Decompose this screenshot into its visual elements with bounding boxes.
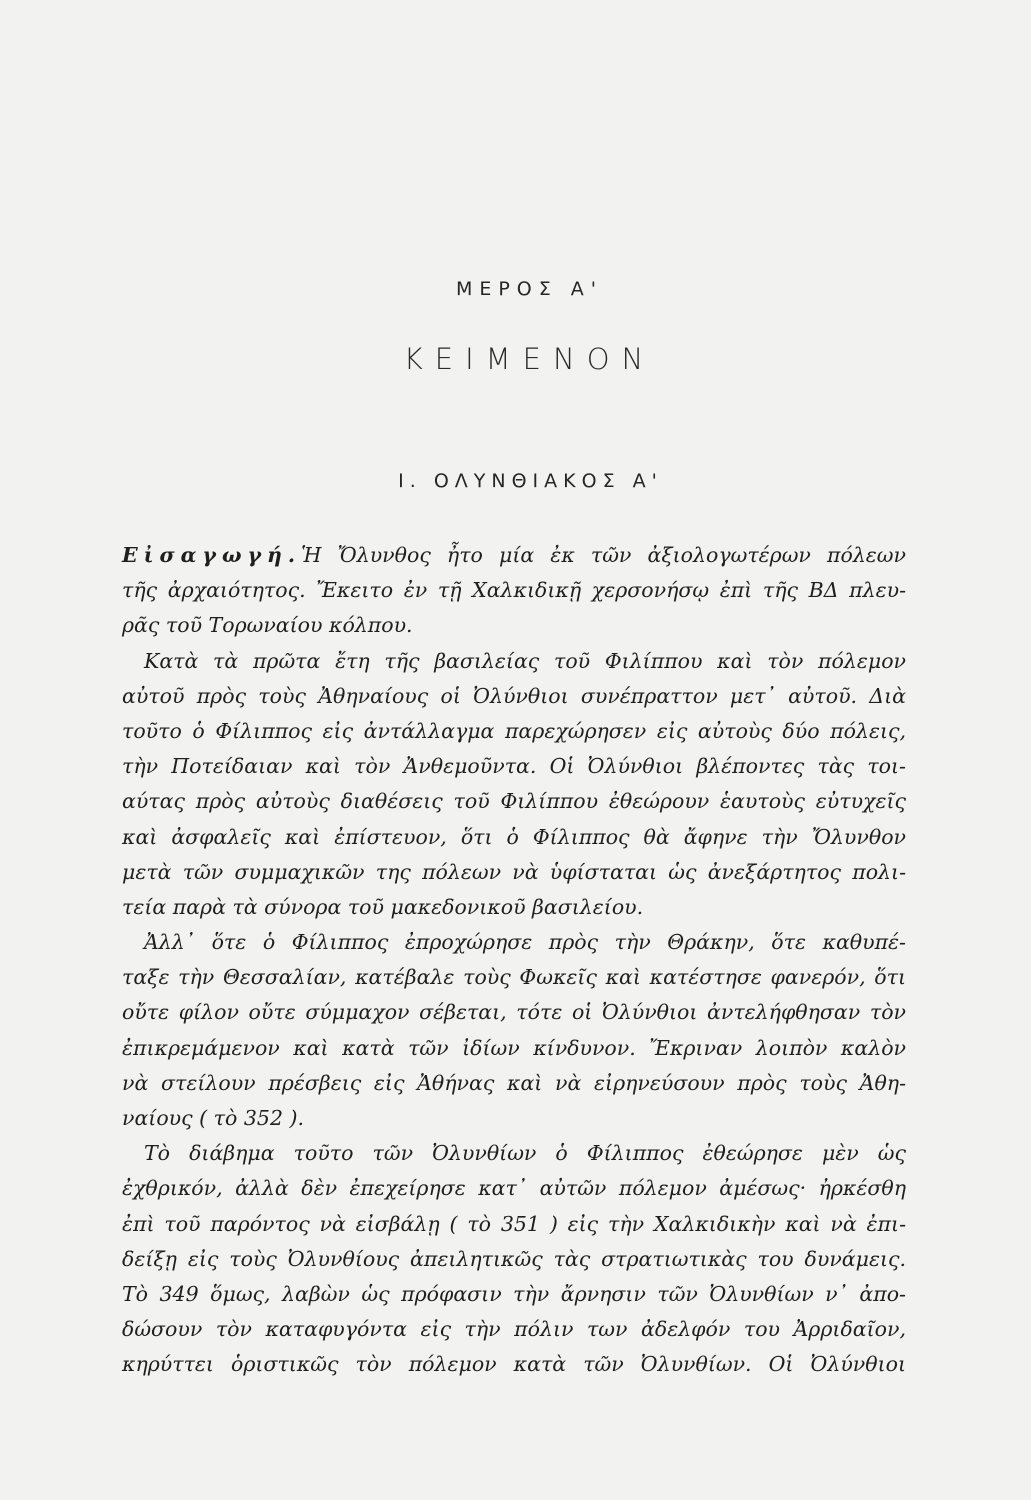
chapter-heading: Ι. ΟΛΥΝΘΙΑΚΟΣ Α' <box>398 470 663 492</box>
text-line: Εἰσαγωγή.Ἡ Ὄλυνθος ἦτο μία ἐκ τῶν ἀξιολογωτέρων πόλεων <box>122 543 906 567</box>
text-line: ἐπικρεμάμενον καὶ κατὰ τῶν ἰδίων κίνδυνον. Ἔκριναν λοιπὸν καλὸν <box>122 1035 906 1060</box>
text-line: ρᾶς τοῦ Τορωναίου κόλπου. <box>122 613 413 638</box>
text-line: δείξῃ εἰς τοὺς Ὀλυνθίους ἀπειλητικῶς τὰς στρατιωτικὰς του δυνάμεις. <box>122 1246 906 1271</box>
text-line: τῆς ἀρχαιότητος. Ἔκειτο ἐν τῇ Χαλκιδικῇ χερσονήσῳ ἐπὶ τῆς ΒΔ πλευ- <box>122 578 906 603</box>
part-heading: ΜΕΡΟΣ Α' <box>455 278 604 300</box>
text-line: αὐτοῦ πρὸς τοὺς Ἀθηναίους οἱ Ὀλύνθιοι συνέπραττον μετ᾽ αὐτοῦ. Διὰ <box>122 683 906 708</box>
text-line: τεία παρὰ τὰ σύνορα τοῦ μακεδονικοῦ βασιλείου. <box>122 894 644 919</box>
text-line: δώσουν τὸν καταφυγόντα εἰς τὴν πόλιν των ἀδελφόν του Ἀρριδαῖον, <box>122 1317 906 1342</box>
body-text <box>122 538 906 1383</box>
text-line: ναίους ( τὸ 352 ). <box>122 1106 305 1130</box>
text-line: ἐπὶ τοῦ παρόντος νὰ εἰσβάλῃ ( τὸ 351 ) εἰς τὴν Χαλκιδικὴν καὶ νὰ ἐπι- <box>122 1211 906 1236</box>
text-line: αύτας πρὸς αὐτοὺς διαθέσεις τοῦ Φιλίππου ἐθεώρουν ἑαυτοὺς εὐτυχεῖς <box>122 789 906 814</box>
text-line: Κατὰ τὰ πρῶτα ἔτη τῆς βασιλείας τοῦ Φιλίππου καὶ τὸν πόλεμον <box>144 648 906 673</box>
text-line: κηρύττει ὁριστικῶς τὸν πόλεμον κατὰ τῶν Ὀλυνθίων. Οἱ Ὀλύνθιοι <box>122 1352 906 1377</box>
text-line: μετὰ τῶν συμμαχικῶν της πόλεων νὰ ὑφίσταται ὡς ἀνεξάρτητος πολι- <box>122 859 906 884</box>
text-line: τὴν Ποτείδαιαν καὶ τὸν Ἀνθεμοῦντα. Οἱ Ὀλύνθιοι βλέποντες τὰς τοι- <box>122 754 906 779</box>
section-heading: ΚΕΙΜΕΝΟΝ <box>403 342 656 376</box>
text-line: Τὸ διάβημα τοῦτο τῶν Ὀλυνθίων ὁ Φίλιππος ἐθεώρησε μὲν ὡς <box>144 1141 906 1166</box>
lead-word: Εἰσαγωγή. <box>122 543 302 567</box>
text-line: νὰ στείλουν πρέσβεις εἰς Ἀθήνας καὶ νὰ εἰρηνεύσουν πρὸς τοὺς Ἀθη- <box>122 1070 906 1095</box>
text-line: ταξε τὴν Θεσσαλίαν, κατέβαλε τοὺς Φωκεῖς καὶ κατέστησε φανερόν, ὅτι <box>122 965 906 990</box>
text-line: τοῦτο ὁ Φίλιππος εἰς ἀντάλλαγμα παρεχώρησεν εἰς αὐτοὺς δύο πόλεις, <box>122 718 906 743</box>
text-line: Ἀλλ᾽ ὅτε ὁ Φίλιππος ἐπροχώρησε πρὸς τὴν Θράκην, ὅτε καθυπέ- <box>144 930 906 955</box>
text-line: ἐχθρικόν, ἀλλὰ δὲν ἐπεχείρησε κατ᾽ αὐτῶν πόλεμον ἀμέσως· ἠρκέσθη <box>122 1176 906 1201</box>
text-line: οὔτε φίλον οὔτε σύμμαχον σέβεται, τότε οἱ Ὀλύνθιοι ἀντελήφθησαν τὸν <box>122 1000 906 1025</box>
text-line: καὶ ἀσφαλεῖς καὶ ἐπίστευον, ὅτι ὁ Φίλιππος θὰ ἄφηνε τὴν Ὄλυνθον <box>122 824 906 849</box>
text-line: Τὸ 349 ὅμως, λαβὼν ὡς πρόφασιν τὴν ἄρνησιν τῶν Ὀλυνθίων ν᾽ ἀπο- <box>122 1281 906 1306</box>
